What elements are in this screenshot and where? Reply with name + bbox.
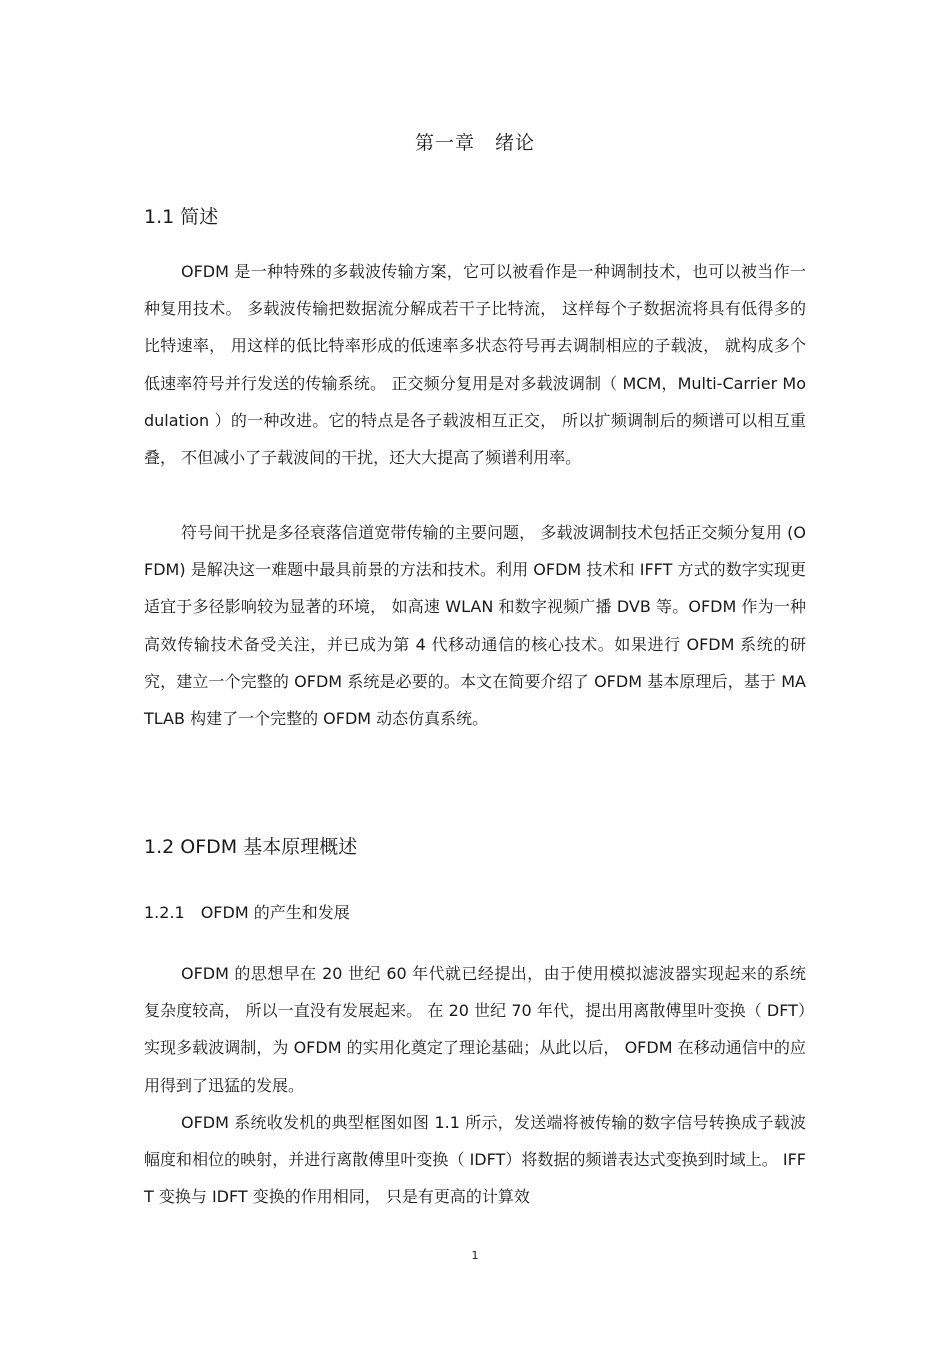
paragraph: 符号间干扰是多径衰落信道宽带传输的主要问题， 多载波调制技术包括正交频分复用 (OFDM) 是解决这一难题中最具前景的方法和技术。利用 OFDM 技术和 IFFT 方式的数字实现更适宜于多径影响较为显著的环境， 如高速 WLAN 和数字视频广播 DVB 等。OFDM 作为一种高效传输技术备受关注，并已成为第 4 代移动通信的核心技术。如果进行 OFDM 系统的研究，建立一个完整的 OFDM 系统是必要的。本文在简要介绍了 OFDM 基本原理后，基于 MATLAB 构建了一个完整的 OFDM 动态仿真系统。 [144, 523, 806, 729]
chapter-title: 第一章 绪论 [414, 132, 535, 154]
subsection-title-1-2-1: 1.2.1 OFDM 的产生和发展 [144, 903, 350, 922]
section-title-1-1: 1.1 简述 [144, 206, 219, 228]
section-title-1-2: 1.2 OFDM 基本原理概述 [144, 836, 358, 858]
paragraph: OFDM 的思想早在 20 世纪 60 年代就已经提出，由于使用模拟滤波器实现起来的系统复杂度较高， 所以一直没有发展起来。 在 20 世纪 70 年代，提出用离散傅里叶变换（ DFT）实现多载波调制，为 OFDM 的实用化奠定了理论基础；从此以后， OFDM 在移动通信中的应用得到了迅猛的发展。 [144, 964, 806, 1095]
paragraph: OFDM 系统收发机的典型框图如图 1.1 所示，发送端将被传输的数字信号转换成子载波幅度和相位的映射，并进行离散傅里叶变换（ IDFT）将数据的频谱表达式变换到时域上。 IFFT 变换与 IDFT 变换的作用相同， 只是有更高的计算效 [144, 1113, 806, 1207]
paragraph: OFDM 是一种特殊的多载波传输方案，它可以被看作是一种调制技术，也可以被当作一种复用技术。 多载波传输把数据流分解成若干子比特流， 这样每个子数据流将具有低得多的比特速率， 用这样的低比特率形成的低速率多状态符号再去调制相应的子载波， 就构成多个低速率符号并行发送的传输系统。 正交频分复用是对多载波调制（ MCM，Multi-Carrier Modulation ）的一种改进。它的特点是各子载波相互正交， 所以扩频调制后的频谱可以相互重叠， 不但减小了子载波间的干扰，还大大提高了频谱利用率。 [144, 262, 806, 468]
page-number: 1 [471, 1249, 479, 1262]
